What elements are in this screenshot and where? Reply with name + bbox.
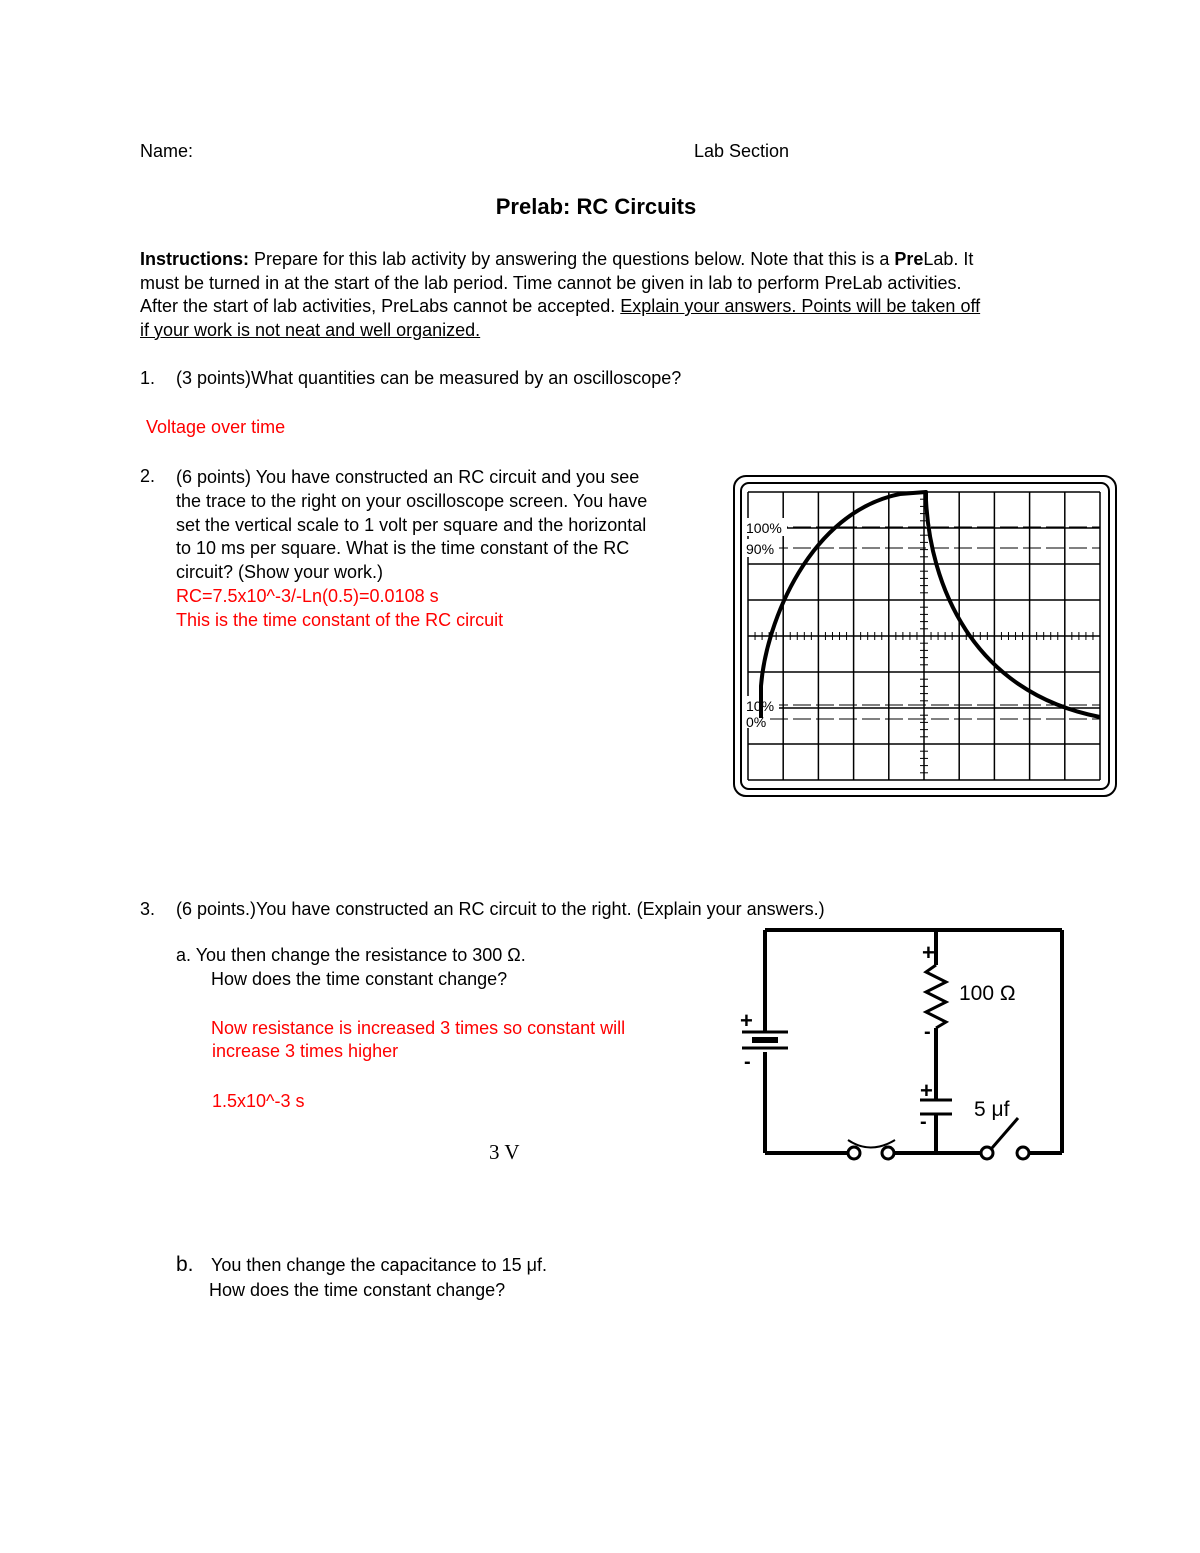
q3a-question-line2: How does the time constant change? — [211, 969, 508, 989]
instructions-label: Instructions: — [140, 249, 250, 269]
resistor-symbol — [926, 965, 946, 1028]
q3-number: 3. — [140, 899, 156, 919]
q3-text: (6 points.)You have constructed an RC circuit to the right. (Explain your answers.) — [176, 899, 825, 919]
q3a-answer-line1: Now resistance is increased 3 times so constant will — [211, 1018, 626, 1038]
q2-line: the trace to the right on your oscilloscope screen. You have — [176, 490, 648, 511]
switch-1-terminal — [882, 1147, 894, 1159]
instructions-bold-pre: Pre — [894, 249, 924, 269]
q2-text — [176, 466, 647, 633]
q2-line: set the vertical scale to 1 volt per square and the horizontal — [176, 514, 647, 535]
capacitor-minus: - — [920, 1111, 927, 1133]
q2-answer-line: RC=7.5x10^-3/-Ln(0.5)=0.0108 s — [176, 585, 439, 606]
instructions-text: Lab. It — [923, 249, 974, 269]
resistor-plus: + — [922, 940, 935, 965]
q3b-question-line2: How does the time constant change? — [209, 1280, 506, 1300]
battery-voltage-label: 3 V — [489, 1140, 520, 1164]
q3b-question: You then change the capacitance to 15 μf. — [211, 1255, 547, 1275]
q2-answer-line: This is the time constant of the RC circuit — [176, 609, 504, 630]
instructions-text: must be turned in at the start of the lab period. Time cannot be given in lab to perform PreLab activities. — [140, 272, 962, 293]
battery-plus: + — [740, 1008, 753, 1033]
instructions-underlined: if your work is not neat and well organized. — [140, 319, 481, 340]
switch-2-terminal — [1017, 1147, 1029, 1159]
label-10-percent: 10% — [746, 698, 775, 714]
instructions-text: Prepare for this lab activity by answering the questions below. Note that this is a — [249, 249, 895, 269]
label-100-percent: 100% — [746, 520, 782, 536]
instructions-underlined: Explain your answers. Points will be taken off — [620, 296, 981, 316]
battery-minus: - — [744, 1051, 751, 1073]
q2-line: circuit? (Show your work.) — [176, 562, 384, 583]
q2-number: 2. — [140, 466, 156, 486]
resistor-minus: - — [924, 1021, 931, 1043]
switch-2-lever — [992, 1118, 1018, 1148]
instructions-paragraph — [140, 248, 1070, 342]
name-label: Name: — [140, 141, 194, 161]
capacitor-plus: + — [920, 1078, 933, 1103]
q3a-answer-value: 1.5x10^-3 s — [212, 1091, 305, 1111]
capacitor-value-label: 5 μf — [974, 1098, 1010, 1121]
switch-2-terminal — [981, 1147, 993, 1159]
label-0-percent: 0% — [746, 714, 767, 730]
q2-line: (6 points) You have constructed an RC circuit and you see — [176, 467, 640, 487]
label-90-percent: 90% — [746, 541, 775, 557]
resistor-value-label: 100 Ω — [959, 982, 1016, 1005]
q2-line: to 10 ms per square. What is the time constant of the RC — [176, 538, 630, 559]
instructions-text: After the start of lab activities, PreLabs cannot be accepted. — [140, 296, 621, 316]
q1-number: 1. — [140, 368, 156, 388]
q1-text: (3 points)What quantities can be measured by an oscilloscope? — [176, 368, 682, 388]
rc-circuit-diagram — [730, 920, 1080, 1170]
q3a-answer-line2: increase 3 times higher — [212, 1041, 399, 1061]
page-title: Prelab: RC Circuits — [495, 194, 697, 219]
oscilloscope-screen — [730, 472, 1122, 802]
q3a-question: a. You then change the resistance to 300 Ω. — [176, 945, 526, 965]
lab-section-label: Lab Section — [694, 141, 790, 161]
rc-charge-discharge-trace — [761, 492, 1100, 718]
q1-answer: Voltage over time — [146, 417, 286, 437]
q3b-letter: b. — [176, 1253, 194, 1276]
switch-1-terminal — [848, 1147, 860, 1159]
